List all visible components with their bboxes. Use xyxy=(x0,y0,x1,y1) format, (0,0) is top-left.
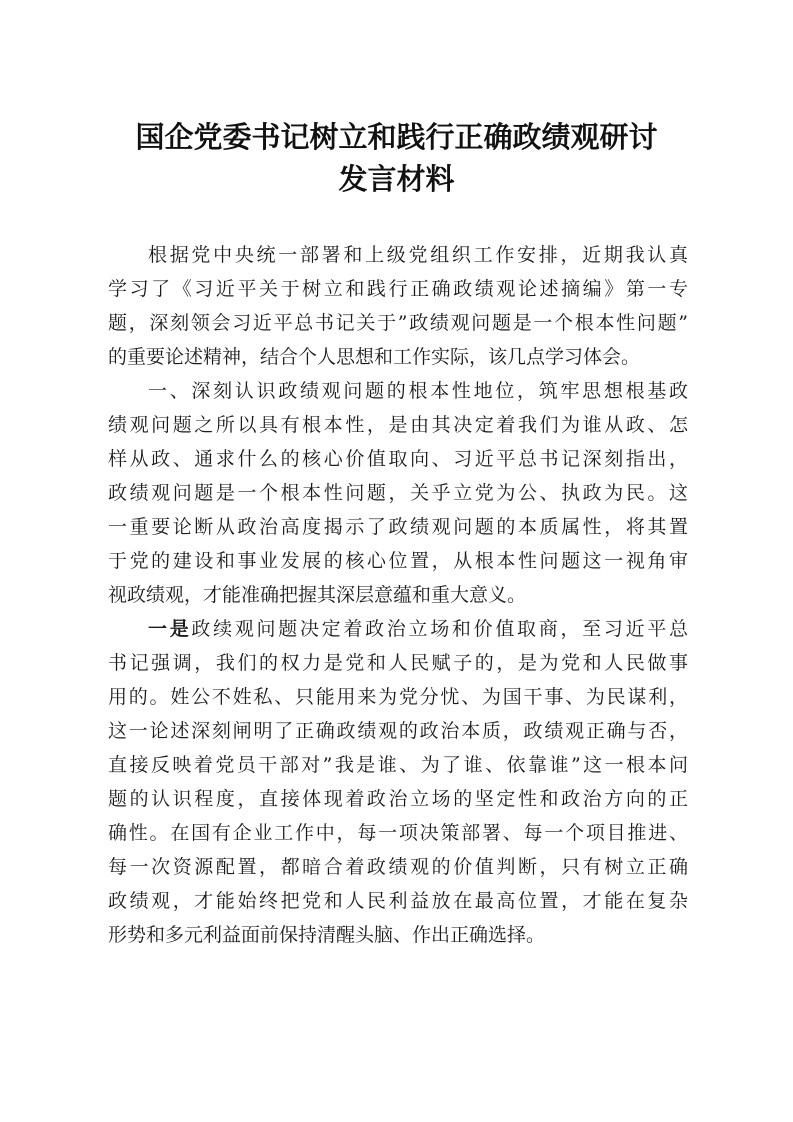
paragraph-2-line: 绩观问题之所以具有根本性，是由其决定着我们为谁从政、怎 xyxy=(108,414,688,436)
paragraph-2-line: 政绩观问题是一个根本性问题，关乎立党为公、执政为民。这 xyxy=(108,482,688,504)
paragraph-3-line: 题的认识程度，直接体现着政治立场的坚定性和政治方向的正 xyxy=(108,788,688,810)
paragraph-3-line: 政绩观，才能始终把党和人民利益放在最高位置，才能在复杂 xyxy=(108,890,688,912)
paragraph-1-line: 学习了《习近平关于树立和践行正确政绩观论述摘编》第一专 xyxy=(108,278,688,300)
paragraph-2-line: 视政绩观，才能准确把握其深层意蕴和重大意义。 xyxy=(108,584,527,606)
paragraph-1-line: 的重要论述精神，结合个人思想和工作实际，该几点学习体会。 xyxy=(108,346,641,368)
paragraph-3-line: 形势和多元利益面前保持清醒头脑、作出正确选择。 xyxy=(108,924,546,946)
title-line-1: 国企党委书记树立和践行正确政绩观研讨 xyxy=(135,120,658,154)
paragraph-3-line: 每一次资源配置，都暗合着政绩观的价值判断，只有树立正确 xyxy=(108,856,688,878)
paragraph-3-line: 确性。在国有企业工作中，每一项决策部署、每一个项目推进、 xyxy=(108,822,688,844)
paragraph-1-line: 根据党中央统一部署和上级党组织工作安排，近期我认真 xyxy=(148,244,688,266)
paragraph-2-line: 于党的建设和事业发展的核心位置，从根本性问题这一视角审 xyxy=(108,550,688,572)
paragraph-3-line-text: 政续观问题决定着政治立场和价值取商，至习近平总 xyxy=(191,618,688,640)
paragraph-3-line: 用的。姓公不姓私、只能用来为党分忧、为国干事、为民谋利， xyxy=(108,686,688,708)
document-title xyxy=(60,116,733,200)
paragraph-3-lead: 一是 xyxy=(148,618,192,640)
paragraph-3-line: 这一论述深刻闸明了正确政绩观的政治本质，政绩观正确与否， xyxy=(108,720,688,742)
paragraph-2-line: 一、深刻认识政绩观问题的根本性地位，筑牢思想根基政 xyxy=(148,380,688,402)
paragraph-3-first-line xyxy=(108,612,688,646)
paragraph-2-line: 一重要论断从政治高度揭示了政绩观问题的本质属性，将其置 xyxy=(108,516,688,538)
paragraph-3-line: 直接反映着党员干部对”我是谁、为了谁、依靠谁”这一根本问 xyxy=(108,754,688,776)
document-body xyxy=(108,238,688,952)
title-line-2: 发言材料 xyxy=(338,162,455,196)
paragraph-2-line: 样从政、通求什么的核心价值取向、习近平总书记深刻指出， xyxy=(108,448,688,470)
paragraph-1-line: 题，深刻领会习近平总书记关于”政绩观问题是一个根本性问题” xyxy=(108,312,688,334)
paragraph-3-line: 书记强调，我们的权力是党和人民赋子的，是为党和人民做事 xyxy=(108,652,688,674)
